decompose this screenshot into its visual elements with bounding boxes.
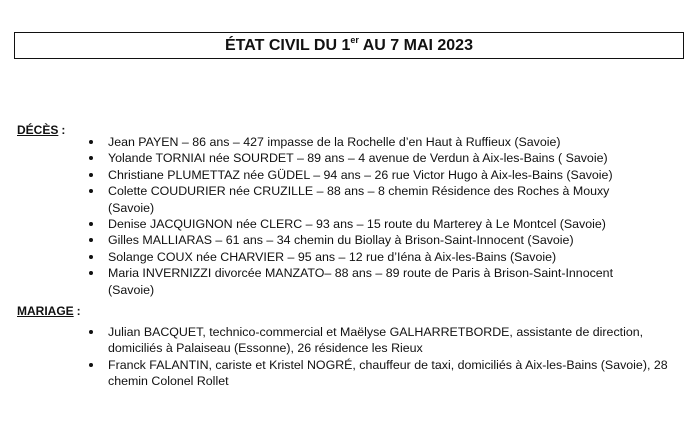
deces-entry-text: Colette COUDURIER née CRUZILLE – 88 ans – 8 chemin Résidence des Roches à Mouxy (Savoie) (108, 184, 610, 215)
bullet-icon (89, 140, 93, 144)
title-suffix: AU 7 MAI 2023 (358, 37, 473, 54)
deces-entry (108, 134, 628, 150)
deces-entry-text: Christiane PLUMETTAZ née GÜDEL – 94 ans – 26 rue Victor Hugo à Aix-les-Bains (Savoie) (108, 167, 613, 182)
mariage-entry (108, 357, 673, 390)
bullet-icon (89, 255, 93, 259)
bullet-icon (89, 363, 93, 367)
deces-entry-text: Yolande TORNIAI née SOURDET – 89 ans – 4 avenue de Verdun à Aix-les-Bains ( Savoie) (108, 151, 608, 166)
deces-entry (108, 265, 628, 298)
deces-entry (108, 167, 628, 183)
bullet-icon (89, 173, 93, 177)
mariage-label: MARIAGE (17, 304, 74, 318)
bullet-icon (89, 156, 93, 160)
bullet-icon (89, 238, 93, 242)
page-title (14, 32, 684, 59)
deces-entry-text: Gilles MALLIARAS – 61 ans – 34 chemin du Biollay à Brison-Saint-Innocent (Savoie) (108, 233, 574, 248)
title-prefix: ÉTAT CIVIL DU 1 (225, 37, 351, 54)
deces-label: DÉCÈS (17, 123, 59, 137)
deces-entry-text: Jean PAYEN – 86 ans – 427 impasse de la Rochelle d’en Haut à Ruffieux (Savoie) (108, 135, 561, 149)
mariage-heading (17, 304, 81, 318)
title-superscript: er (350, 35, 359, 45)
deces-entry-text: Solange COUX née CHARVIER – 95 ans – 12 rue d’Iéna à Aix-les-Bains (Savoie) (108, 249, 557, 264)
mariage-list (108, 324, 673, 390)
deces-list (108, 134, 628, 298)
bullet-icon (89, 271, 93, 275)
deces-entry (108, 216, 628, 232)
deces-entry (108, 150, 628, 166)
bullet-icon (89, 330, 93, 334)
mariage-entry (108, 324, 673, 357)
mariage-entry-text: Julian BACQUET, technico-commercial et Maëlyse GALHARRETBORDE, assistante de direction, domiciliés à Palaiseau (Essonne), 26 résidence les Rieux (108, 325, 644, 356)
mariage-entry-text: Franck FALANTIN, cariste et Kristel NOGRÉ, chauffeur de taxi, domiciliés à Aix-les-Bains (Savoie), 28 chemin Colonel Rollet (108, 357, 668, 389)
deces-entry (108, 183, 628, 216)
deces-entry-text: Denise JACQUIGNON née CLERC – 93 ans – 15 route du Marterey à Le Montcel (Savoie) (108, 217, 606, 232)
bullet-icon (89, 189, 93, 193)
deces-entry (108, 249, 628, 265)
deces-entry-text: Maria INVERNIZZI divorcée MANZATO– 88 ans – 89 route de Paris à Brison-Saint-Innocent (Savoie) (108, 266, 614, 297)
mariage-colon: : (76, 304, 81, 318)
deces-entry (108, 232, 628, 248)
deces-heading (17, 123, 65, 137)
bullet-icon (89, 222, 93, 226)
deces-colon: : (61, 123, 66, 137)
